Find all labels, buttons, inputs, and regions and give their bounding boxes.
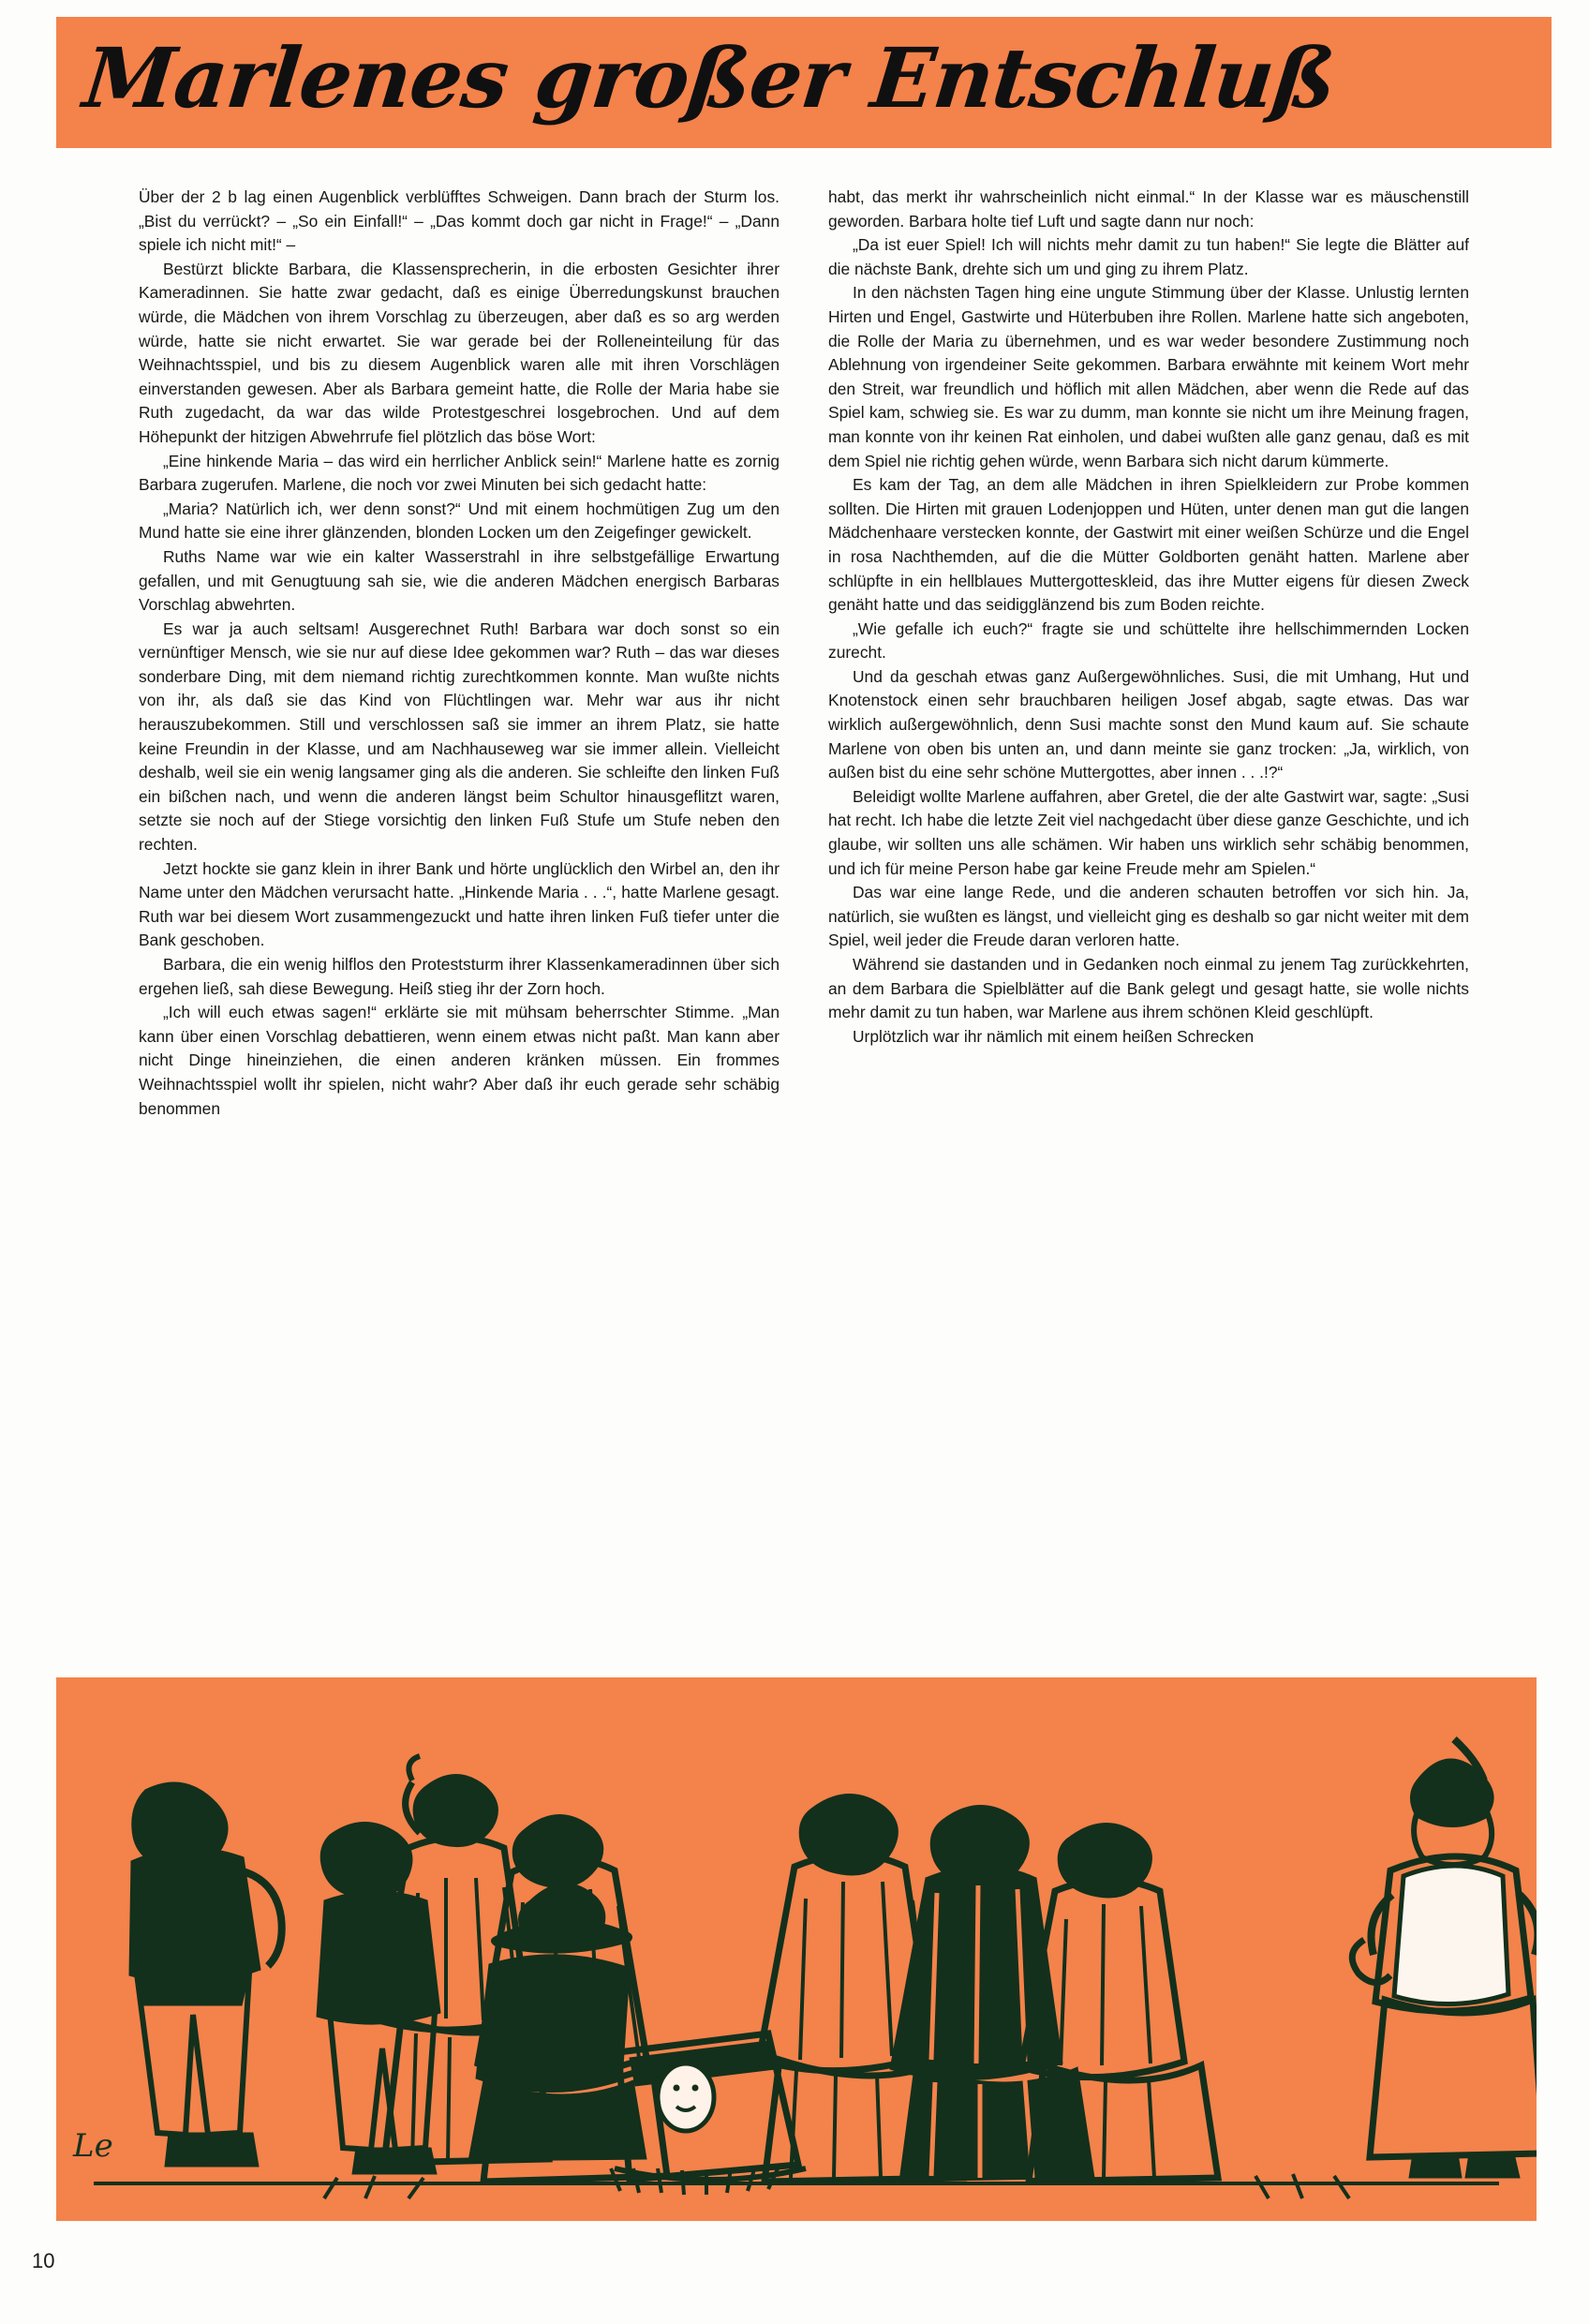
figure-shepherd-with-sack: [129, 1782, 282, 2167]
paragraph: habt, das merkt ihr wahrscheinlich nicht einmal.“ In der Klasse war es mäuschenstill geworden. Barbara holte tief Luft und sagte dann nur noch:: [828, 187, 1469, 231]
column-left: [139, 186, 780, 1121]
figure-innkeeper-boy: [1352, 1739, 1537, 2178]
paragraph: Während sie dastanden und in Gedanken noch einmal zu jenem Tag zurückkehrten, an dem Barbara die Spielblätter auf die Bank gelegt und gesagt hatte, sie wolle nichts mehr damit zu tun haben, war Marlene aus ihrem schönen Kleid geschlüpft.: [828, 955, 1469, 1022]
paragraph: „Wie gefalle ich euch?“ fragte sie und schüttelte ihre hellschimmernden Locken zurecht.: [828, 618, 1469, 663]
paragraph: Und da geschah etwas ganz Außergewöhnliches. Susi, die mit Umhang, Hut und Knotenstock einen sehr brauchbaren heiligen Josef abgab, sagte etwas. Das war wirklich außergewöhnlich, denn Susi machte sonst den Mund kaum auf. Sie schaute Marlene von oben bis unten an, und dann meinte sie ganz trocken: „Ja, wirklich, von außen bist du eine sehr schöne Muttergottes, aber innen . . .!?“: [828, 666, 1469, 782]
column-right: [828, 186, 1469, 1121]
paragraph: Es kam der Tag, an dem alle Mädchen in ihren Spielkleidern zur Probe kommen sollten. Die Hirten mit grauen Lodenjoppen und Hüten, unter denen man gut die langen Mädchenhaare verstecken konnte, der Gastwirt mit einer weißen Schürze und die Engel in rosa Nachthemden, auf die die Mütter Goldborten genäht hatten. Marlene aber schlüpfte in ein hellblaues Muttergotteskleid, das ihre Mutter eigens für diesen Zweck genäht hatte und das seidigglänzend bis zum Boden reichte.: [828, 475, 1469, 615]
paragraph: Barbara, die ein wenig hilflos den Proteststurm ihrer Klassenkameradinnen über sich ergehen ließ, sah diese Bewegung. Heiß stieg ihr der Zorn hoch.: [139, 955, 780, 998]
page-title: Marlenes großer Entschluß: [79, 29, 1341, 127]
article-columns: [139, 186, 1469, 1121]
paragraph: „Eine hinkende Maria – das wird ein herrlicher Anblick sein!“ Marlene hatte es zornig Barbara zugerufen. Marlene, die noch vor zwei Minuten bei sich gedacht hatte:: [139, 451, 780, 495]
figure-shepherd-boy: [317, 1822, 440, 2174]
paragraph: Über der 2 b lag einen Augenblick verblüfftes Schweigen. Dann brach der Sturm los. „Bist du verrückt? – „So ein Einfall!“ – „Das kommt doch gar nicht in Frage!“ – „Dann spiele ich nicht mit!“ –: [139, 187, 780, 255]
page-number: 10: [32, 2249, 55, 2272]
paragraph: „Maria? Natürlich ich, wer denn sonst?“ Und mit einem hochmütigen Zug um den Mund hatte sie eine ihrer glänzenden, blonden Locken um den Zeigefinger gewickelt.: [139, 499, 780, 543]
paragraph: Beleidigt wollte Marlene auffahren, aber Gretel, die der alte Gastwirt war, sagte: „Susi hat recht. Ich habe die letzte Zeit viel nachgedacht über diese ganze Geschichte, und ich glaube, wir sollten uns alle schämen. Wir haben uns wirklich sehr schäbig benommen, und ich für meine Person habe gar keine Freude mehr am Spielen.“: [828, 786, 1469, 878]
paragraph: In den nächsten Tagen hing eine ungute Stimmung über der Klasse. Unlustig lernten Hirten und Engel, Gastwirte und Hüterbuben ihre Rollen. Marlene hatte sich angeboten, die Rolle der Maria zu übernehmen, und es war weder besondere Zustimmung noch Ablehnung von irgendeiner Seite gekommen. Barbara erwähnte mit keinem Wort mehr den Streit, war freundlich und höflich mit allen Mädchen, aber wenn die Rede auf das Spiel kam, schwieg sie. Es war zu dumm, man konnte sie nicht um ihre Meinung fragen, man konnte von ihr keinen Rat einholen, und dabei wußten alle ganz genau, daß es mit dem Spiel nie richtig gehen würde, wenn Barbara sich nicht darum kümmerte.: [828, 283, 1469, 470]
nativity-play-illustration: [56, 1677, 1537, 2221]
paragraph: „Da ist euer Spiel! Ich will nichts mehr damit zu tun haben!“ Sie legte die Blätter auf die nächste Bank, drehte sich um und ging zu ihrem Platz.: [828, 235, 1469, 278]
paragraph: Bestürzt blickte Barbara, die Klassensprecherin, in die erbosten Gesichter ihrer Kameradinnen. Sie hatte zwar gedacht, daß es einige Überredungskunst brauchen würde, die Mädchen von ihrem Vorschlag zu überzeugen, aber daß es so arg werden würde, hatte sie nicht erwartet. Sie war gerade bei der Rolleneinteilung für das Weihnachtsspiel, und bis zu diesem Augenblick waren alle mit ihren Vorschlägen einverstanden gewesen. Aber als Barbara gemeint hatte, die Rolle der Maria habe sie Ruth zugedacht, da war das wilde Protestgeschrei losgebrochen. Und auf dem Höhepunkt der hitzigen Abwehrrufe fiel plötzlich das böse Wort:: [139, 259, 780, 446]
paragraph: Jetzt hockte sie ganz klein in ihrer Bank und hörte unglücklich den Wirbel an, den ihr Name unter den Mädchen verursacht hatte. „Hinkende Maria . . .“, hatte Marlene gesagt. Ruth war bei diesem Wort zusammengezuckt und hatte ihren linken Fuß tiefer unter die Bank geschoben.: [139, 858, 780, 950]
paragraph: Es war ja auch seltsam! Ausgerechnet Ruth! Barbara war doch sonst so ein vernünftiger Mensch, wie sie nur auf diese Idee gekommen war? Ruth – das war dieses sonderbare Ding, mit dem niemand richtig zurechtkommen konnte. Man wußte nichts von ihr, als daß sie das Kind von Flüchtlingen war. Mehr war aus ihr nicht herauszubekommen. Still und verschlossen saß sie immer an ihrem Platz, sie hatte keine Freundin in der Klasse, und am Nachhauseweg war sie immer allein. Vielleicht deshalb, weil sie ein wenig langsamer ging als die anderen. Sie schleifte den linken Fuß ein bißchen nach, und wenn die anderen längst beim Schultor hinausgeflitzt waren, setzte sie noch auf der Stiege vorsichtig den linken Fuß Stufe um Stufe neben den rechten.: [139, 618, 780, 855]
paragraph: Das war eine lange Rede, und die anderen schauten betroffen vor sich hin. Ja, natürlich, sie wußten es längst, und vielleicht ging es deshalb so gar nicht weiter mit dem Spiel, weil jeder die Freude daran verloren hatte.: [828, 883, 1469, 950]
paragraph: Urplötzlich war ihr nämlich mit einem heißen Schrecken: [853, 1026, 1255, 1046]
paragraph: „Ich will euch etwas sagen!“ erklärte sie mit mühsam beherrschter Stimme. „Man kann über einen Vorschlag debattieren, wenn einem etwas nicht paßt. Man kann aber nicht Dinge hineinziehen, die einen anderen kränken müssen. Ein frommes Weihnachtsspiel wollt ihr spielen, nicht wahr? Aber daß ihr euch gerade sehr schäbig benommen: [139, 1003, 780, 1118]
paragraph: Ruths Name war wie ein kalter Wasserstrahl in ihre selbstgefällige Erwartung gefallen, und mit Genugtuung sah sie, wie die anderen Mädchen energisch Barbaras Vorschlag abwehrten.: [139, 546, 780, 615]
artist-signature: Le: [73, 2127, 113, 2165]
